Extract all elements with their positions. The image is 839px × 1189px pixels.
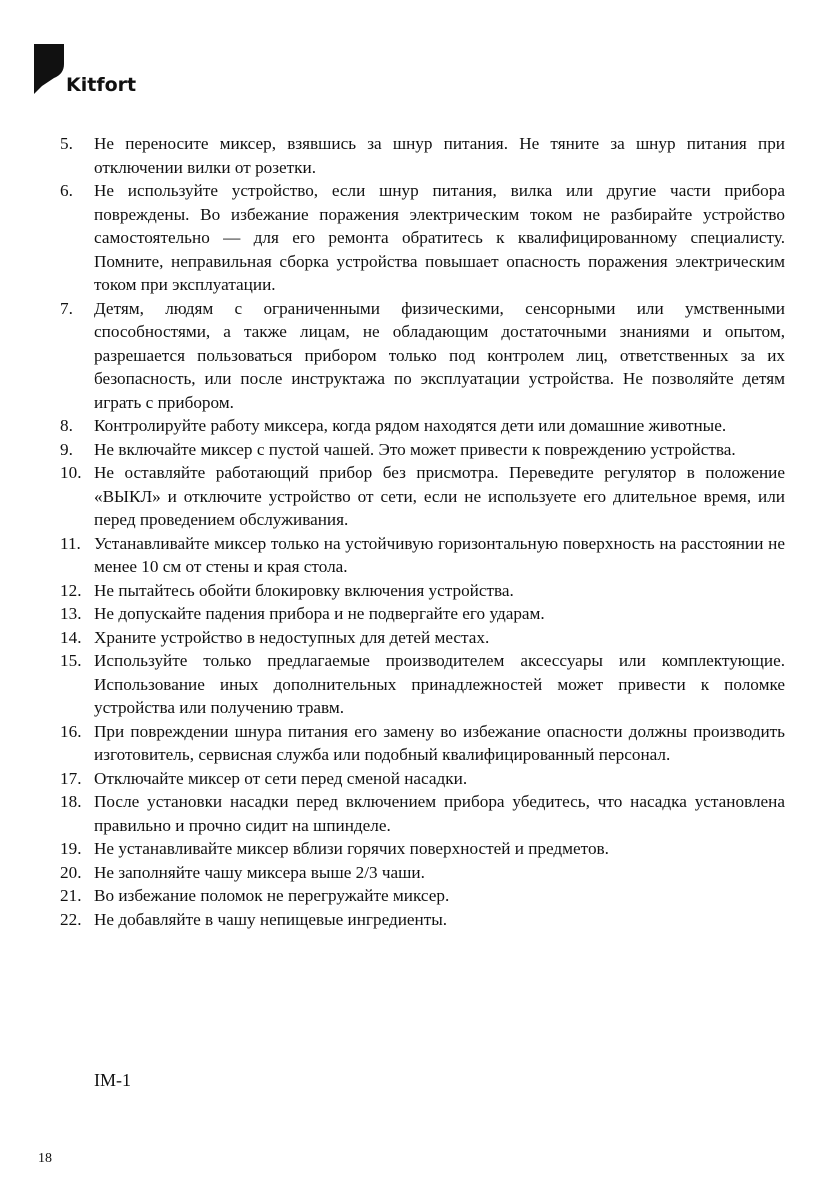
item-number: 20. bbox=[60, 862, 82, 882]
list-item bbox=[60, 837, 785, 861]
item-number: 14. bbox=[60, 627, 82, 647]
item-text: Контролируйте работу миксера, когда рядом находятся дети или домашние животные. bbox=[94, 416, 727, 435]
list-item bbox=[60, 908, 785, 932]
logo-text: Kitfort bbox=[66, 74, 137, 96]
item-number: 7. bbox=[60, 298, 73, 318]
item-number: 11. bbox=[60, 533, 81, 553]
item-number: 5. bbox=[60, 134, 73, 153]
list-item bbox=[60, 414, 785, 438]
list-item bbox=[60, 132, 785, 179]
kitfort-logo-icon bbox=[34, 44, 64, 94]
list-item bbox=[60, 297, 785, 415]
item-text: Не устанавливайте миксер вблизи горячих поверхностей и предметов. bbox=[94, 839, 609, 858]
item-number: 21. bbox=[60, 886, 82, 905]
list-item bbox=[60, 790, 785, 837]
list-item bbox=[60, 532, 785, 579]
item-text: Не переносите миксер, взявшись за шнур питания. Не тяните за шнур питания при отключении вилки от розетки. bbox=[94, 134, 785, 177]
item-number: 12. bbox=[60, 580, 82, 600]
instructions-list bbox=[60, 132, 785, 931]
list-item bbox=[60, 884, 785, 908]
item-text: При повреждении шнура питания его замену во избежание опасности должны производить изготовитель, сервисная служба или подобный квалифицированный персонал. bbox=[94, 721, 785, 764]
item-number: 19. bbox=[60, 839, 82, 858]
item-number: 9. bbox=[60, 439, 73, 459]
item-text: Не используйте устройство, если шнур питания, вилка или другие части прибора повреждены. Во избежание поражения электрическим током не разбирайте устройство самостоятельно — для его ремонта обратитесь к квалифицированному специалисту. Помните, неправильная сборка устройства повышает опасность поражения электрическим током при эксплуатации. bbox=[94, 181, 785, 294]
list-item bbox=[60, 767, 785, 791]
item-number: 22. bbox=[60, 909, 82, 929]
item-text: Не включайте миксер с пустой чашей. Это может привести к повреждению устройства. bbox=[94, 439, 736, 459]
item-number: 18. bbox=[60, 792, 82, 811]
item-text: Используйте только предлагаемые производителем аксессуары или комплектующие. Использование иных дополнительных принадлежностей может привести к поломке устройства или получению травм. bbox=[94, 651, 785, 717]
list-item bbox=[60, 649, 785, 720]
item-number: 17. bbox=[60, 768, 82, 788]
safety-items bbox=[60, 132, 785, 931]
list-item bbox=[60, 626, 785, 650]
item-number: 8. bbox=[60, 416, 73, 435]
list-item bbox=[60, 461, 785, 532]
list-item bbox=[60, 720, 785, 767]
page-number: 18 bbox=[38, 1151, 52, 1166]
item-text: Детям, людям с ограниченными физическими, сенсорными или умственными способностями, а также лицам, не обладающим достаточными знаниями и опытом, разрешается пользоваться прибором только под контролем лиц, ответственных за их безопасность, или после инструктажа по эксплуатации устройства. Не позволяйте детям играть с прибором. bbox=[94, 298, 785, 412]
item-text: Отключайте миксер от сети перед сменой насадки. bbox=[94, 768, 468, 788]
item-number: 10. bbox=[60, 463, 82, 482]
list-item bbox=[60, 579, 785, 603]
item-text: Не заполняйте чашу миксера выше 2/3 чаши. bbox=[94, 862, 425, 882]
item-text: Не оставляйте работающий прибор без присмотра. Переведите регулятор в положение «ВЫКЛ» и отключите устройство от сети, если не используете его длительное время, или перед проведением обслуживания. bbox=[94, 463, 785, 529]
item-text: Не добавляйте в чашу непищевые ингредиенты. bbox=[94, 909, 448, 929]
list-item bbox=[60, 861, 785, 885]
item-text: После установки насадки перед включением прибора убедитесь, что насадка установлена правильно и прочно сидит на шпинделе. bbox=[94, 792, 785, 835]
item-number: 13. bbox=[60, 604, 82, 623]
item-text: Не пытайтесь обойти блокировку включения устройства. bbox=[94, 580, 514, 600]
list-item bbox=[60, 179, 785, 297]
model-code: IM-1 bbox=[94, 1070, 131, 1090]
item-text: Не допускайте падения прибора и не подвергайте его ударам. bbox=[94, 604, 545, 623]
list-item bbox=[60, 602, 785, 626]
brand-logo bbox=[34, 44, 164, 100]
item-number: 16. bbox=[60, 721, 82, 741]
item-text: Во избежание поломок не перегружайте миксер. bbox=[94, 886, 450, 905]
item-number: 15. bbox=[60, 651, 82, 670]
list-item bbox=[60, 438, 785, 462]
item-text: Устанавливайте миксер только на устойчивую горизонтальную поверхность на расстоянии не менее 10 см от стены и края стола. bbox=[94, 533, 785, 576]
item-number: 6. bbox=[60, 181, 73, 200]
item-text: Храните устройство в недоступных для детей местах. bbox=[94, 627, 490, 647]
